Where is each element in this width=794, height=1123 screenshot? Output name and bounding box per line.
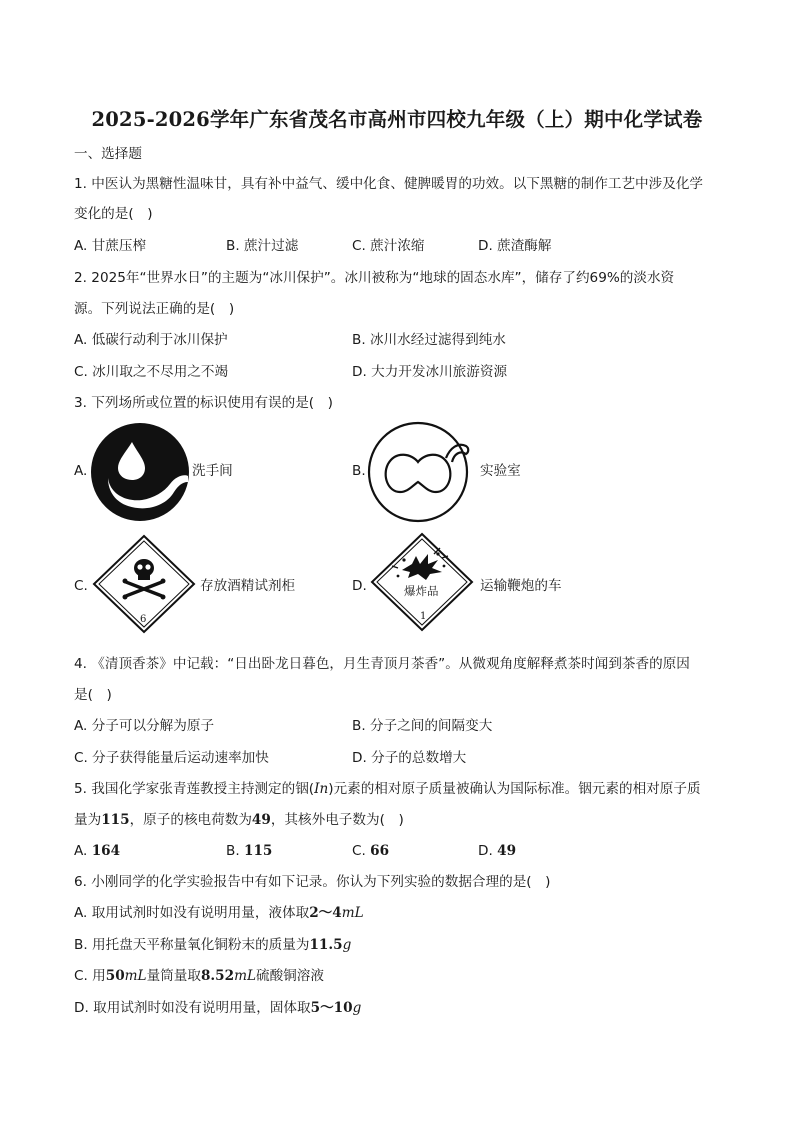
question-5-text-b: )元素的相对原子质量被确认为国际标准。铟元素的相对原子质 [328, 781, 701, 797]
option-text: 量筒量取 [146, 968, 201, 984]
option-value: 164 [91, 843, 121, 859]
question-5-stem-cont [74, 814, 404, 828]
question-3-option-d-letter: D. [352, 578, 367, 594]
question-6-option-a [74, 907, 364, 921]
toxic-sign-number: 6 [140, 614, 147, 625]
question-1-stem-cont: 变化的是( ) [74, 206, 153, 222]
option-number: 11.5 [309, 937, 343, 953]
question-3-option-a-label: 洗手间 [192, 463, 233, 479]
question-5-option-a [74, 845, 120, 859]
option-unit: mL [341, 905, 364, 921]
option-unit: g [342, 937, 352, 953]
question-2-stem: 2. 2025年“世界水日”的主题为“冰川保护”。冰川被称为“地球的固态水库”，储存了约69%的淡水资 [74, 270, 675, 286]
question-6-option-d [74, 1002, 361, 1016]
option-unit: mL [124, 968, 147, 984]
section-heading: 一、选择题 [74, 146, 142, 162]
option-number: 50 [105, 968, 125, 984]
question-5-text-e: ，其核外电子数为( ) [270, 812, 404, 828]
option-number: 5～10 [310, 1000, 353, 1016]
safety-goggles-icon [366, 420, 472, 524]
page-title: 2025-2026学年广东省茂名市高州市四校九年级（上）期中化学试卷 [91, 108, 703, 131]
option-text: 硫酸铜溶液 [255, 968, 324, 984]
explosive-sign-text: 爆炸品 [404, 584, 439, 598]
option-value: 49 [497, 843, 517, 859]
question-5-stem [74, 783, 701, 797]
question-4-option-b: B. 分子之间的间隔变大 [352, 718, 493, 734]
explosive-sign-number: 1 [420, 611, 427, 622]
question-4-option-a: A. 分子可以分解为原子 [74, 718, 215, 734]
option-number: 2～4 [309, 905, 342, 921]
question-3-option-a-letter: A. [74, 463, 88, 479]
option-text: A. 取用试剂时如没有说明用量，液体取 [74, 905, 310, 921]
question-6-option-b [74, 939, 351, 953]
option-value: 115 [243, 843, 273, 859]
option-text: D. 取用试剂时如没有说明用量，固体取 [74, 1000, 311, 1016]
option-text: B. 用托盘天平称量氧化铜粉末的质量为 [74, 937, 310, 953]
option-letter: A. [74, 843, 88, 859]
question-5-text-c: 量为 [74, 812, 102, 828]
question-3-option-c-label: 存放酒精试剂柜 [200, 578, 296, 594]
option-letter: C. [352, 843, 366, 859]
question-4-option-d: D. 分子的总数增大 [352, 750, 467, 766]
question-4-option-c: C. 分子获得能量后运动速率加快 [74, 750, 269, 766]
question-1-option-d: D. 蔗渣酶解 [478, 238, 552, 254]
question-5-option-d [478, 845, 516, 859]
question-3-option-b-label: 实验室 [480, 463, 521, 479]
option-value: 66 [370, 843, 390, 859]
option-unit: g [352, 1000, 362, 1016]
option-letter: D. [478, 843, 493, 859]
nuclear-charge: 49 [251, 812, 271, 828]
question-3-option-d-label: 运输鞭炮的车 [480, 578, 562, 594]
question-2-option-c: C. 冰川取之不尽用之不竭 [74, 364, 229, 380]
indium-symbol: In [314, 781, 329, 797]
question-6-stem: 6. 小刚同学的化学实验报告中有如下记录。你认为下列实验的数据合理的是( ) [74, 874, 551, 890]
question-5-option-c [352, 845, 389, 859]
question-4-stem-cont: 是( ) [74, 687, 112, 703]
question-1-option-b: B. 蔗汁过滤 [226, 238, 299, 254]
question-3-stem: 3. 下列场所或位置的标识使用有误的是( ) [74, 395, 333, 411]
question-5-text-d: ，原子的核电荷数为 [129, 812, 252, 828]
question-3-option-b-letter: B. [352, 463, 366, 479]
question-1-stem: 1. 中医认为黑糖性温味甘，具有补中益气、缓中化食、健脾暖胃的功效。以下黑糖的制作工艺中涉及化学 [74, 176, 704, 192]
question-1-option-c: C. 蔗汁浓缩 [352, 238, 425, 254]
question-6-option-c [74, 970, 324, 984]
question-1-option-a: A. 甘蔗压榨 [74, 238, 147, 254]
option-number: 8.52 [200, 968, 235, 984]
question-4-stem: 4. 《清顶香茶》中记载：“日出卧龙日暮色，月生青顶月茶香”。从微观角度解释煮茶时闻到茶香的原因 [74, 656, 690, 672]
question-2-stem-cont: 源。下列说法正确的是( ) [74, 301, 235, 317]
question-2-option-d: D. 大力开发冰川旅游资源 [352, 364, 508, 380]
option-unit: mL [234, 968, 256, 984]
question-5-text-a: 5. 我国化学家张青莲教授主持测定的铟( [74, 781, 315, 797]
restroom-water-icon [88, 420, 192, 524]
question-5-option-b [226, 845, 272, 859]
question-3-option-c-letter: C. [74, 578, 88, 594]
option-letter: B. [226, 843, 240, 859]
question-2-option-b: B. 冰川水经过滤得到纯水 [352, 332, 506, 348]
option-text: C. 用 [74, 968, 106, 984]
relative-atomic-mass: 115 [101, 812, 130, 828]
question-2-option-a: A. 低碳行动利于冰川保护 [74, 332, 228, 348]
